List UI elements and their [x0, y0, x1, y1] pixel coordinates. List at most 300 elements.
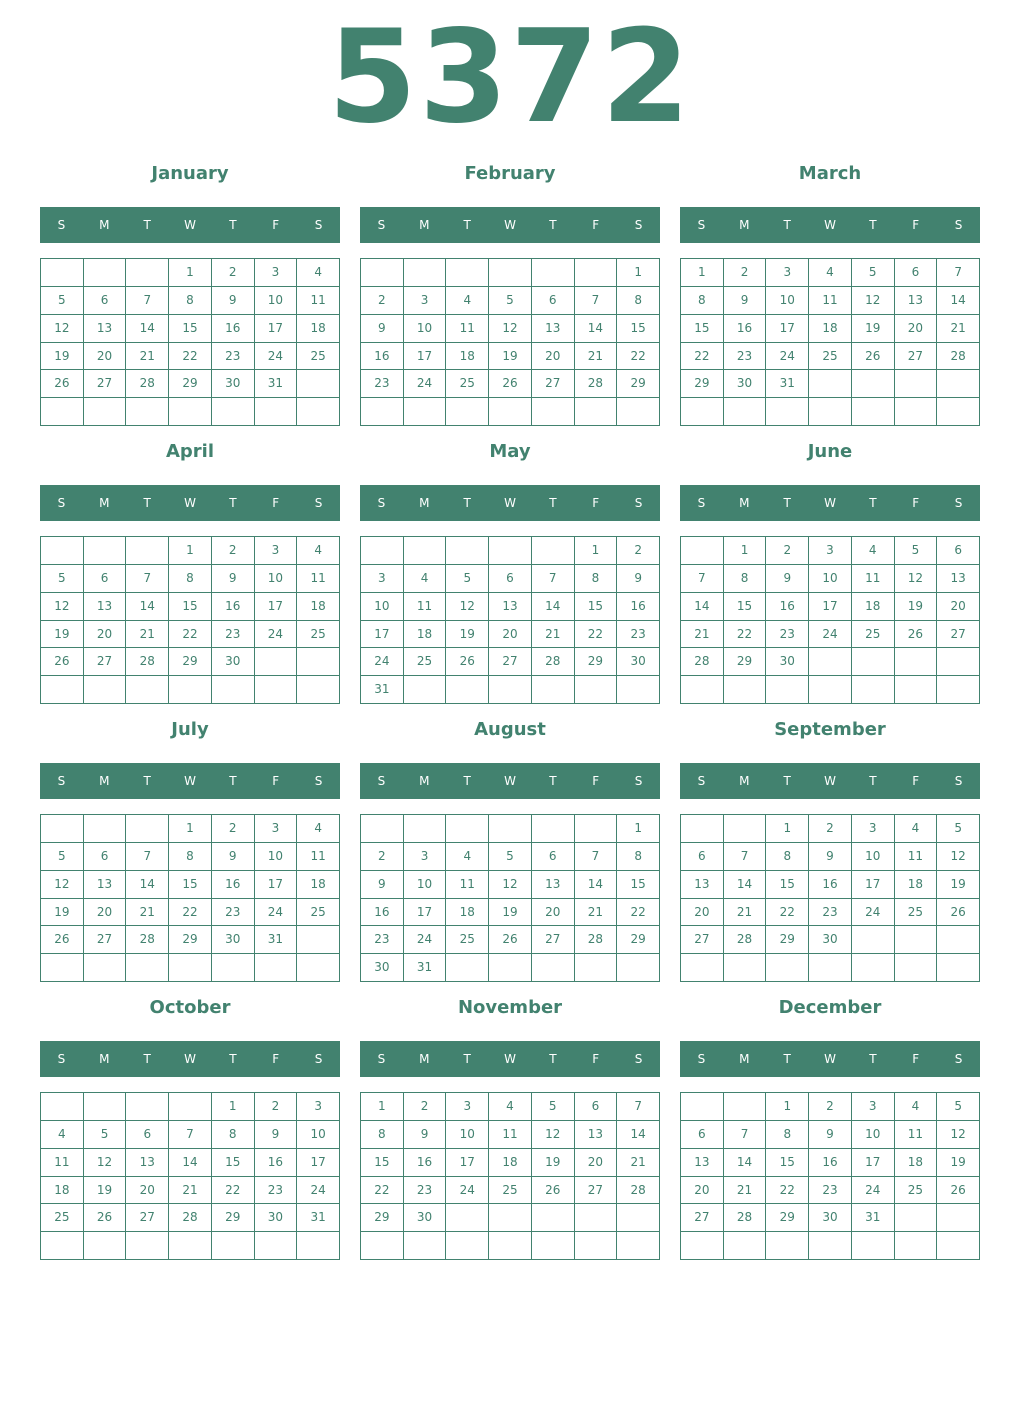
weekday-label: F	[912, 218, 920, 232]
weekday-label: S	[314, 218, 323, 232]
day-cell: 11	[297, 565, 340, 593]
empty-cell	[446, 1204, 489, 1232]
empty-cell	[84, 398, 127, 426]
day-cell: 21	[575, 343, 618, 371]
empty-cell	[895, 370, 938, 398]
empty-cell	[41, 676, 84, 704]
day-cell: 9	[361, 871, 404, 899]
weekday-label: T	[229, 496, 237, 510]
day-cell: 15	[681, 315, 724, 343]
day-cell: 17	[255, 593, 298, 621]
day-cell: 28	[937, 343, 980, 371]
day-cell: 9	[212, 843, 255, 871]
day-cell: 17	[446, 1149, 489, 1177]
day-cell: 11	[446, 871, 489, 899]
day-cell: 29	[169, 370, 212, 398]
empty-cell	[809, 1232, 852, 1260]
empty-cell	[766, 676, 809, 704]
day-cell: 9	[724, 287, 767, 315]
day-cell: 24	[852, 899, 895, 927]
day-cell: 4	[297, 537, 340, 565]
day-cell: 12	[532, 1121, 575, 1149]
day-cell: 14	[126, 315, 169, 343]
day-cell: 27	[126, 1204, 169, 1232]
day-cell: 5	[937, 1093, 980, 1121]
empty-cell	[446, 398, 489, 426]
day-cell: 30	[724, 370, 767, 398]
weekday-label: T	[783, 218, 791, 232]
weekday-label: F	[272, 774, 280, 788]
weekday-label: S	[697, 496, 706, 510]
day-cell: 1	[575, 537, 618, 565]
empty-cell	[41, 1232, 84, 1260]
weekday-label: S	[634, 774, 643, 788]
day-cell: 5	[41, 565, 84, 593]
empty-cell	[212, 1232, 255, 1260]
empty-cell	[575, 398, 618, 426]
day-cell: 13	[84, 871, 127, 899]
day-cell: 26	[532, 1177, 575, 1205]
day-cell: 29	[617, 370, 660, 398]
day-cell: 10	[255, 287, 298, 315]
day-cell: 6	[937, 537, 980, 565]
month-name: August	[474, 719, 546, 740]
empty-cell	[297, 370, 340, 398]
empty-cell	[532, 398, 575, 426]
day-cell: 14	[169, 1149, 212, 1177]
weekday-label: F	[912, 496, 920, 510]
day-cell: 4	[404, 565, 447, 593]
empty-cell	[532, 537, 575, 565]
weekday-label: T	[463, 1052, 471, 1066]
month-name: February	[464, 163, 556, 184]
day-cell: 28	[724, 1204, 767, 1232]
day-cell: 8	[169, 287, 212, 315]
day-cell: 12	[895, 565, 938, 593]
day-cell: 18	[895, 871, 938, 899]
weekday-label: T	[869, 774, 877, 788]
day-cell: 24	[255, 343, 298, 371]
empty-cell	[937, 648, 980, 676]
weekday-label: M	[419, 1052, 430, 1066]
weekday-label: S	[634, 1052, 643, 1066]
day-cell: 6	[681, 1121, 724, 1149]
weekday-header	[360, 207, 660, 243]
day-cell: 1	[361, 1093, 404, 1121]
day-cell: 3	[361, 565, 404, 593]
day-cell: 28	[724, 926, 767, 954]
day-cell: 8	[575, 565, 618, 593]
day-cell: 26	[41, 648, 84, 676]
weekday-label: M	[739, 218, 750, 232]
day-cell: 17	[404, 343, 447, 371]
day-cell: 3	[852, 815, 895, 843]
weekday-label: T	[463, 774, 471, 788]
day-grid	[680, 258, 980, 426]
day-cell: 21	[126, 899, 169, 927]
weekday-label: T	[549, 1052, 557, 1066]
day-cell: 2	[255, 1093, 298, 1121]
day-cell: 26	[489, 370, 532, 398]
day-grid	[40, 814, 340, 982]
empty-cell	[617, 398, 660, 426]
day-cell: 11	[809, 287, 852, 315]
day-cell: 30	[212, 926, 255, 954]
day-cell: 14	[617, 1121, 660, 1149]
day-cell: 17	[852, 871, 895, 899]
empty-cell	[809, 676, 852, 704]
day-cell: 18	[446, 899, 489, 927]
day-cell: 21	[126, 343, 169, 371]
empty-cell	[575, 954, 618, 982]
day-cell: 21	[724, 1177, 767, 1205]
day-cell: 22	[766, 1177, 809, 1205]
day-cell: 18	[41, 1177, 84, 1205]
day-cell: 22	[766, 899, 809, 927]
empty-cell	[895, 398, 938, 426]
day-cell: 16	[617, 593, 660, 621]
empty-cell	[84, 676, 127, 704]
day-cell: 13	[895, 287, 938, 315]
empty-cell	[489, 259, 532, 287]
weekday-label: W	[504, 496, 516, 510]
empty-cell	[895, 1232, 938, 1260]
day-cell: 13	[532, 315, 575, 343]
day-cell: 23	[255, 1177, 298, 1205]
empty-cell	[169, 1232, 212, 1260]
empty-cell	[297, 954, 340, 982]
day-cell: 1	[212, 1093, 255, 1121]
empty-cell	[169, 398, 212, 426]
empty-cell	[126, 398, 169, 426]
day-cell: 25	[297, 899, 340, 927]
day-cell: 24	[809, 621, 852, 649]
weekday-label: T	[783, 1052, 791, 1066]
empty-cell	[255, 676, 298, 704]
weekday-label: M	[739, 774, 750, 788]
weekday-label: S	[377, 774, 386, 788]
day-cell: 10	[361, 593, 404, 621]
weekday-label: W	[184, 1052, 196, 1066]
day-cell: 5	[895, 537, 938, 565]
day-grid	[40, 258, 340, 426]
day-cell: 9	[766, 565, 809, 593]
empty-cell	[361, 259, 404, 287]
day-cell: 29	[681, 370, 724, 398]
day-cell: 28	[532, 648, 575, 676]
weekday-label: S	[57, 1052, 66, 1066]
day-grid	[360, 536, 660, 704]
day-cell: 27	[489, 648, 532, 676]
empty-cell	[169, 676, 212, 704]
day-cell: 25	[895, 899, 938, 927]
empty-cell	[41, 259, 84, 287]
day-cell: 13	[937, 565, 980, 593]
weekday-label: T	[143, 496, 151, 510]
day-cell: 5	[446, 565, 489, 593]
day-cell: 7	[937, 259, 980, 287]
day-cell: 13	[126, 1149, 169, 1177]
weekday-label: F	[912, 774, 920, 788]
weekday-header	[680, 485, 980, 521]
empty-cell	[766, 954, 809, 982]
day-cell: 21	[532, 621, 575, 649]
day-cell: 2	[766, 537, 809, 565]
empty-cell	[489, 676, 532, 704]
day-cell: 26	[937, 1177, 980, 1205]
weekday-label: S	[314, 1052, 323, 1066]
empty-cell	[681, 676, 724, 704]
day-cell: 26	[895, 621, 938, 649]
day-cell: 27	[681, 926, 724, 954]
empty-cell	[446, 676, 489, 704]
day-cell: 25	[489, 1177, 532, 1205]
weekday-label: F	[912, 1052, 920, 1066]
day-cell: 18	[404, 621, 447, 649]
weekday-header	[360, 1041, 660, 1077]
day-cell: 16	[809, 871, 852, 899]
day-cell: 19	[532, 1149, 575, 1177]
empty-cell	[212, 954, 255, 982]
day-cell: 22	[169, 343, 212, 371]
day-cell: 19	[937, 871, 980, 899]
day-cell: 6	[84, 843, 127, 871]
day-cell: 29	[766, 926, 809, 954]
day-cell: 3	[255, 259, 298, 287]
day-cell: 23	[766, 621, 809, 649]
day-grid	[360, 814, 660, 982]
day-cell: 5	[84, 1121, 127, 1149]
empty-cell	[852, 648, 895, 676]
day-cell: 1	[724, 537, 767, 565]
weekday-label: F	[272, 1052, 280, 1066]
day-cell: 31	[255, 370, 298, 398]
empty-cell	[724, 1093, 767, 1121]
day-cell: 11	[446, 315, 489, 343]
day-cell: 20	[937, 593, 980, 621]
day-cell: 28	[617, 1177, 660, 1205]
day-cell: 2	[617, 537, 660, 565]
empty-cell	[852, 954, 895, 982]
empty-cell	[41, 398, 84, 426]
weekday-label: T	[869, 496, 877, 510]
day-cell: 4	[895, 815, 938, 843]
day-cell: 22	[681, 343, 724, 371]
weekday-header	[40, 485, 340, 521]
weekday-label: T	[229, 774, 237, 788]
day-cell: 12	[852, 287, 895, 315]
day-cell: 15	[212, 1149, 255, 1177]
weekday-label: T	[783, 774, 791, 788]
day-cell: 24	[404, 926, 447, 954]
empty-cell	[212, 398, 255, 426]
day-cell: 4	[809, 259, 852, 287]
empty-cell	[617, 1232, 660, 1260]
day-cell: 12	[489, 871, 532, 899]
day-cell: 10	[404, 315, 447, 343]
day-cell: 2	[212, 537, 255, 565]
day-cell: 10	[852, 843, 895, 871]
empty-cell	[84, 815, 127, 843]
empty-cell	[489, 815, 532, 843]
day-cell: 26	[41, 926, 84, 954]
day-cell: 30	[617, 648, 660, 676]
empty-cell	[41, 954, 84, 982]
weekday-label: F	[272, 496, 280, 510]
weekday-label: M	[99, 1052, 110, 1066]
day-cell: 26	[489, 926, 532, 954]
day-cell: 27	[84, 370, 127, 398]
empty-cell	[404, 537, 447, 565]
empty-cell	[852, 926, 895, 954]
day-cell: 4	[895, 1093, 938, 1121]
weekday-label: M	[419, 218, 430, 232]
weekday-label: T	[229, 218, 237, 232]
day-cell: 17	[361, 621, 404, 649]
day-cell: 5	[41, 843, 84, 871]
weekday-label: T	[143, 774, 151, 788]
empty-cell	[84, 537, 127, 565]
day-cell: 4	[41, 1121, 84, 1149]
weekday-label: F	[272, 218, 280, 232]
empty-cell	[446, 1232, 489, 1260]
empty-cell	[446, 537, 489, 565]
day-cell: 18	[297, 871, 340, 899]
empty-cell	[617, 954, 660, 982]
day-grid	[40, 1092, 340, 1260]
day-cell: 2	[361, 843, 404, 871]
day-cell: 3	[297, 1093, 340, 1121]
day-cell: 1	[681, 259, 724, 287]
empty-cell	[724, 676, 767, 704]
empty-cell	[852, 370, 895, 398]
day-cell: 12	[446, 593, 489, 621]
weekday-label: S	[314, 774, 323, 788]
empty-cell	[681, 1232, 724, 1260]
weekday-label: T	[549, 496, 557, 510]
day-cell: 4	[489, 1093, 532, 1121]
day-cell: 9	[212, 287, 255, 315]
day-cell: 13	[84, 315, 127, 343]
day-cell: 20	[84, 621, 127, 649]
empty-cell	[937, 954, 980, 982]
day-cell: 18	[895, 1149, 938, 1177]
empty-cell	[809, 398, 852, 426]
day-cell: 21	[575, 899, 618, 927]
day-cell: 5	[489, 287, 532, 315]
day-cell: 27	[895, 343, 938, 371]
empty-cell	[895, 1204, 938, 1232]
day-cell: 25	[895, 1177, 938, 1205]
day-cell: 7	[126, 843, 169, 871]
day-cell: 19	[489, 343, 532, 371]
weekday-label: W	[184, 496, 196, 510]
empty-cell	[404, 259, 447, 287]
empty-cell	[895, 954, 938, 982]
day-cell: 2	[212, 815, 255, 843]
month-name: May	[489, 441, 531, 462]
day-cell: 24	[446, 1177, 489, 1205]
weekday-label: S	[954, 218, 963, 232]
empty-cell	[895, 676, 938, 704]
day-cell: 18	[297, 593, 340, 621]
weekday-label: S	[697, 1052, 706, 1066]
empty-cell	[404, 1232, 447, 1260]
day-cell: 19	[852, 315, 895, 343]
day-cell: 5	[852, 259, 895, 287]
day-cell: 8	[766, 1121, 809, 1149]
day-cell: 11	[852, 565, 895, 593]
day-cell: 10	[404, 871, 447, 899]
day-cell: 10	[297, 1121, 340, 1149]
day-cell: 14	[532, 593, 575, 621]
day-cell: 17	[297, 1149, 340, 1177]
day-cell: 28	[169, 1204, 212, 1232]
empty-cell	[575, 676, 618, 704]
day-cell: 14	[681, 593, 724, 621]
empty-cell	[766, 1232, 809, 1260]
day-cell: 17	[809, 593, 852, 621]
weekday-label: T	[783, 496, 791, 510]
weekday-label: W	[824, 774, 836, 788]
day-cell: 3	[404, 287, 447, 315]
day-cell: 9	[255, 1121, 298, 1149]
day-cell: 22	[169, 899, 212, 927]
weekday-label: W	[504, 218, 516, 232]
day-cell: 11	[895, 1121, 938, 1149]
empty-cell	[575, 259, 618, 287]
day-cell: 25	[446, 370, 489, 398]
day-cell: 6	[575, 1093, 618, 1121]
day-cell: 25	[809, 343, 852, 371]
day-cell: 23	[809, 1177, 852, 1205]
empty-cell	[297, 926, 340, 954]
day-cell: 13	[681, 1149, 724, 1177]
day-cell: 12	[937, 1121, 980, 1149]
day-cell: 16	[255, 1149, 298, 1177]
month-name: September	[774, 719, 886, 740]
day-cell: 23	[361, 370, 404, 398]
empty-cell	[297, 1232, 340, 1260]
month-name: April	[165, 441, 215, 462]
day-cell: 7	[532, 565, 575, 593]
day-cell: 21	[937, 315, 980, 343]
day-cell: 13	[575, 1121, 618, 1149]
day-cell: 3	[809, 537, 852, 565]
day-cell: 27	[84, 648, 127, 676]
day-cell: 2	[724, 259, 767, 287]
day-cell: 31	[255, 926, 298, 954]
day-cell: 3	[852, 1093, 895, 1121]
day-cell: 7	[575, 843, 618, 871]
empty-cell	[169, 1093, 212, 1121]
day-cell: 17	[404, 899, 447, 927]
empty-cell	[681, 398, 724, 426]
day-cell: 31	[852, 1204, 895, 1232]
weekday-label: T	[143, 1052, 151, 1066]
empty-cell	[446, 815, 489, 843]
day-cell: 19	[41, 343, 84, 371]
empty-cell	[126, 537, 169, 565]
empty-cell	[41, 815, 84, 843]
day-cell: 8	[724, 565, 767, 593]
day-cell: 15	[617, 315, 660, 343]
weekday-label: M	[739, 1052, 750, 1066]
day-cell: 12	[937, 843, 980, 871]
day-cell: 7	[724, 843, 767, 871]
day-cell: 30	[212, 370, 255, 398]
day-cell: 20	[489, 621, 532, 649]
